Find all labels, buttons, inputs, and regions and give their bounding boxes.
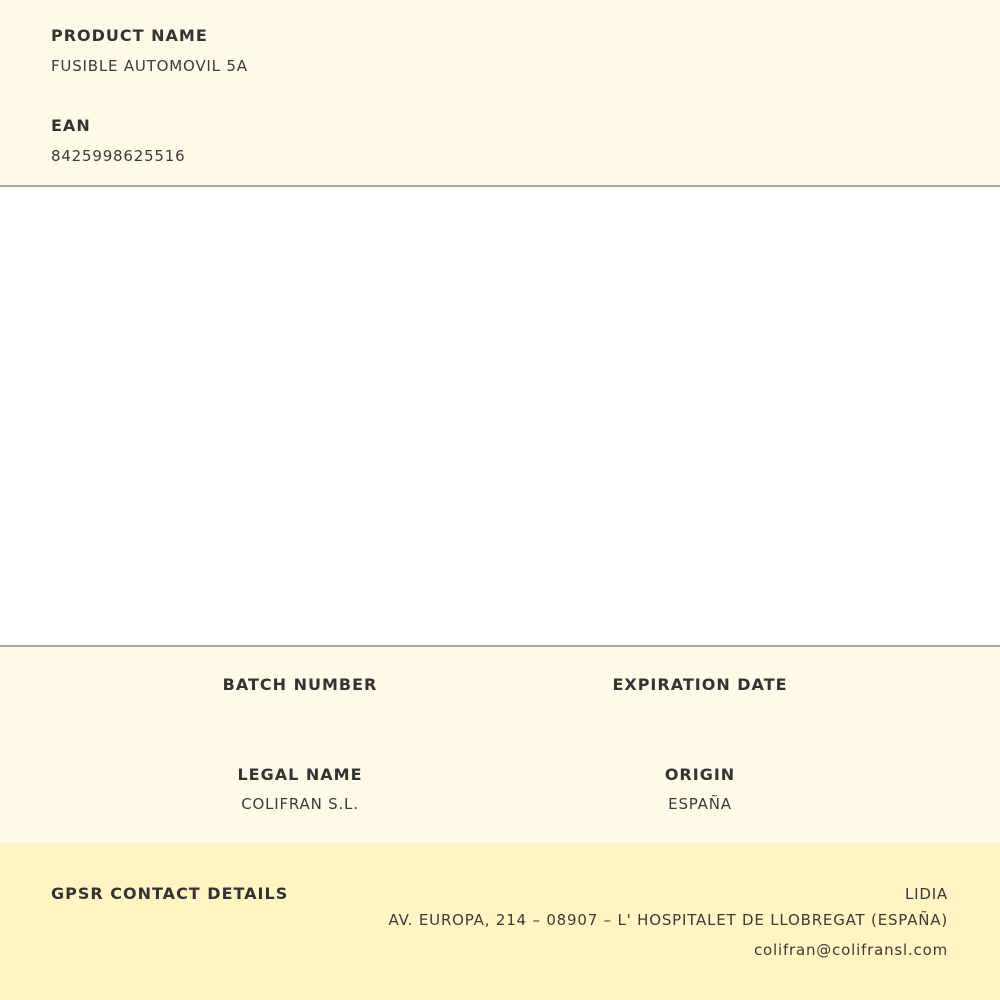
empty-content-area	[0, 187, 1000, 645]
legal-name-value: COLIFRAN S.L.	[241, 795, 359, 813]
gpsr-contact-label: GPSR CONTACT DETAILS	[51, 884, 289, 903]
product-name-value: FUSIBLE AUTOMOVIL 5A	[51, 57, 248, 75]
batch-details-panel	[0, 645, 1000, 845]
batch-number-label: BATCH NUMBER	[222, 675, 378, 694]
product-name-label: PRODUCT NAME	[51, 26, 208, 45]
contact-email[interactable]: colifran@colifransl.com	[754, 941, 948, 959]
ean-value: 8425998625516	[51, 147, 186, 165]
product-info-panel	[0, 0, 1000, 187]
origin-value: ESPAÑA	[668, 795, 732, 813]
legal-name-label: LEGAL NAME	[237, 765, 363, 784]
origin-label: ORIGIN	[664, 765, 736, 784]
expiration-date-label: EXPIRATION DATE	[612, 675, 788, 694]
contact-name: LIDIA	[904, 885, 948, 903]
gpsr-contact-panel	[0, 843, 1000, 1000]
contact-address: AV. EUROPA, 214 – 08907 – L' HOSPITALET DE LLOBREGAT (ESPAÑA)	[388, 911, 948, 929]
ean-label: EAN	[51, 116, 91, 135]
